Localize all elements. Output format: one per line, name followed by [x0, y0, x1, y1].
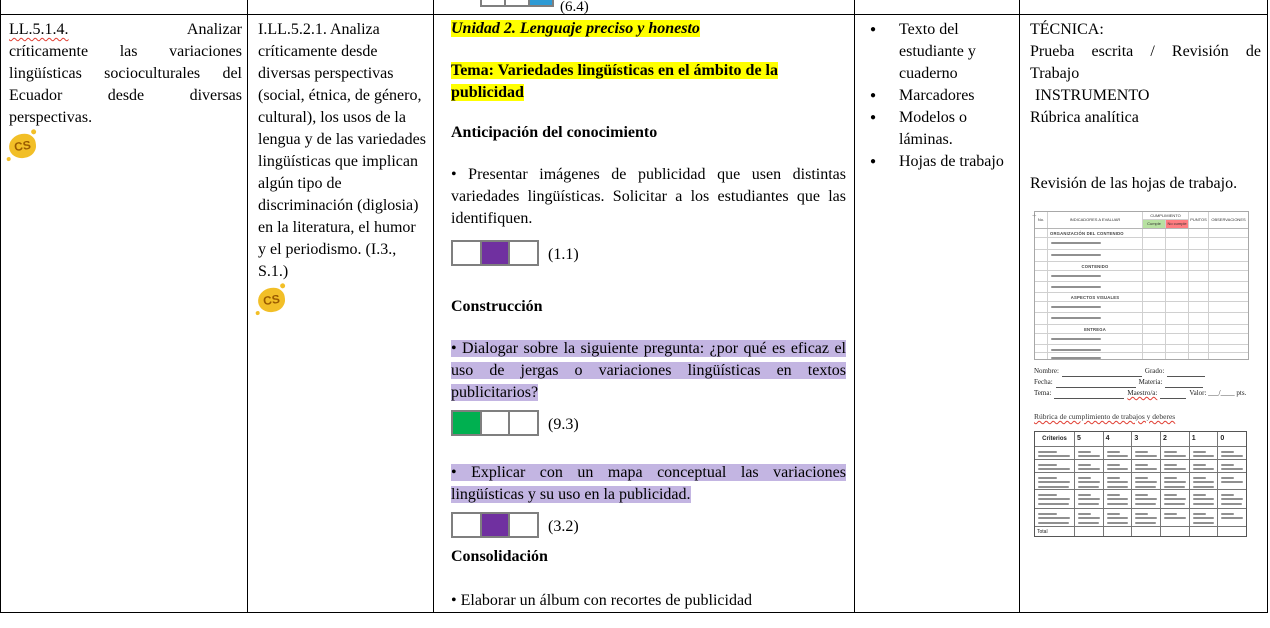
rubric-form-lines [1034, 366, 1252, 399]
rubric-section: ASPECTOS VISUALES [1048, 293, 1143, 301]
bar-segment-purple [482, 514, 511, 536]
col-no-cumple: No cumple [1167, 221, 1187, 226]
rubric-row [1048, 353, 1143, 359]
bar-segment-blue [530, 0, 552, 5]
bar-label: (3.2) [548, 518, 579, 535]
instrumento-label: INSTRUMENTO [1035, 87, 1150, 104]
column-resources [855, 15, 1020, 613]
column-evaluation [1020, 15, 1268, 613]
rubric-checklist-image [1034, 211, 1249, 360]
column-indicator [248, 15, 434, 613]
bar-segment [453, 514, 482, 536]
progress-bar-6-4 [480, 0, 554, 7]
bar-label: (9.3) [548, 416, 579, 433]
rubric-section: CONTENIDO [1048, 262, 1143, 270]
form-label: Valor: ___/____ pts. [1189, 389, 1247, 397]
form-label: Materia: [1138, 378, 1163, 386]
bullet-icon: ● [870, 24, 877, 35]
rubric-row [1048, 238, 1143, 249]
image-anchor-icon: + [1032, 211, 1037, 220]
rubric-row [1048, 345, 1143, 352]
rubric-grid-row [1035, 473, 1246, 490]
bar-segment [510, 514, 537, 536]
activity-item-2: • Dialogar sobre la siguiente pregunta: ¿por qué es eficaz el uso de jergas o variaciones lingüísticas en textos publicitarios? [451, 340, 846, 401]
rubric-grid-header: Criterios 5 4 3 2 1 0 [1035, 432, 1246, 447]
rubric-grid-row [1035, 490, 1246, 509]
top-row-cell-5 [1020, 0, 1268, 15]
form-label: Fecha: [1034, 378, 1053, 386]
form-label: Tema: [1034, 389, 1052, 397]
bar-segment [482, 412, 511, 434]
activity-item-4: • Elaborar un álbum con recortes de publicidad [451, 592, 753, 609]
evaluation-note: Revisión de las hojas de trabajo. [1030, 175, 1238, 192]
bar-segment-green [453, 412, 482, 434]
rubric-images-block [1034, 211, 1252, 537]
cs-sticker-icon: CS [256, 286, 286, 314]
phase-anticipacion: Anticipación del conocimiento [451, 124, 658, 141]
col-no: No. [1035, 212, 1048, 228]
bar-segment [482, 0, 506, 5]
rubric-grid-row [1035, 460, 1246, 473]
column-activities [434, 15, 855, 613]
rubric-row [1048, 313, 1143, 324]
list-item: ● Texto del estudiante y cuaderno [870, 19, 1015, 85]
col-cumplimiento: CUMPLIMIENTO Cumple No cumple [1143, 212, 1189, 228]
bar-label: (6.4) [560, 0, 589, 15]
bar-segment [453, 242, 482, 264]
bar-segment [506, 0, 530, 5]
unit-title: Unidad 2. Lenguaje preciso y honesto [451, 20, 700, 37]
progress-bar-1-1 [451, 240, 539, 266]
bar-segment-purple [482, 242, 511, 264]
list-item: ● Modelos o láminas. [870, 107, 1015, 151]
activity-item-1: • Presentar imágenes de publicidad que usen distintas variedades lingüísticas. Solicitar a los estudiantes que las identifiquen. [451, 166, 846, 227]
form-label: Nombre: [1034, 367, 1059, 375]
rubric-row [1048, 250, 1143, 261]
rubric-row [1048, 271, 1143, 281]
list-item: ● Marcadores [870, 85, 1015, 107]
column-objective [0, 15, 248, 613]
col-puntos: PUNTOS [1189, 212, 1209, 228]
form-label: Grado: [1144, 367, 1165, 375]
activity-item-3: • Explicar con un mapa conceptual las variaciones lingüísticas y su uso en la publicidad. [451, 464, 846, 503]
rubric-grid-row [1035, 509, 1246, 527]
tecnica-label: TÉCNICA: [1030, 21, 1104, 38]
form-label: Maestro/a: [1127, 389, 1158, 397]
rubric-checklist-header [1035, 212, 1248, 229]
top-row-cell-2 [248, 0, 434, 15]
bar-label: (1.1) [548, 246, 579, 263]
cs-sticker-icon: CS [7, 132, 37, 160]
progress-row-2 [451, 410, 846, 436]
instrumento-value: Rúbrica analítica [1030, 109, 1139, 126]
rubric-section: ORGANIZACIÓN DEL CONTENIDO [1048, 229, 1143, 237]
bar-segment [510, 242, 537, 264]
rubric-row [1048, 334, 1143, 344]
objective-text: LL.5.1.4. Analizar críticamente las variaciones lingüísticas socioculturales del Ecuador desde diversas perspectivas. [9, 21, 242, 126]
rubric-grid-image [1034, 431, 1247, 537]
phase-consolidacion: Consolidación [451, 548, 548, 565]
top-row-cell-1 [0, 0, 248, 15]
rubric-grid-total-row: Total [1035, 527, 1246, 536]
progress-row-3 [451, 512, 846, 538]
rubric-row [1048, 282, 1143, 292]
progress-row-1 [451, 240, 846, 266]
col-cumple: Cumple [1143, 220, 1166, 228]
col-observaciones: OBSERVACIONES [1211, 217, 1246, 222]
bar-segment [510, 412, 537, 434]
indicator-text: I.LL.5.2.1. Analiza críticamente desde diversas perspectivas (social, étnica, de género, cultural), los usos de la lengua y de las variedades lingüísticas que implican algún tipo de discriminación (diglosia) en la literatura, el humor y el periodismo. (I.3., S.1.) [258, 21, 426, 280]
progress-bar-9-3 [451, 410, 539, 436]
col-indicadores: INDICADORES A EVALUAR [1048, 212, 1143, 228]
theme-title: Tema: Variedades lingüísticas en el ámbito de la publicidad [451, 62, 778, 101]
rubric-grid-title: Rúbrica de cumplimiento de trabajos y deberes [1034, 412, 1176, 421]
tecnica-value: Prueba escrita / Revisión de Trabajo [1030, 43, 1261, 82]
top-row-cell-4 [855, 0, 1020, 15]
bullet-icon: ● [870, 90, 877, 101]
objective-code: LL.5.1.4. [9, 21, 69, 38]
progress-bar-3-2 [451, 512, 539, 538]
bullet-icon: ● [870, 112, 877, 123]
list-item: ● Hojas de trabajo [870, 151, 1015, 173]
phase-construccion: Construcción [451, 298, 543, 315]
top-row-cell-3 [434, 0, 855, 15]
rubric-grid-row [1035, 447, 1246, 460]
bullet-icon: ● [870, 156, 877, 167]
rubric-row [1048, 302, 1143, 312]
rubric-section: ENTREGA [1048, 325, 1143, 333]
objective-first-word: Analizar [186, 21, 242, 38]
